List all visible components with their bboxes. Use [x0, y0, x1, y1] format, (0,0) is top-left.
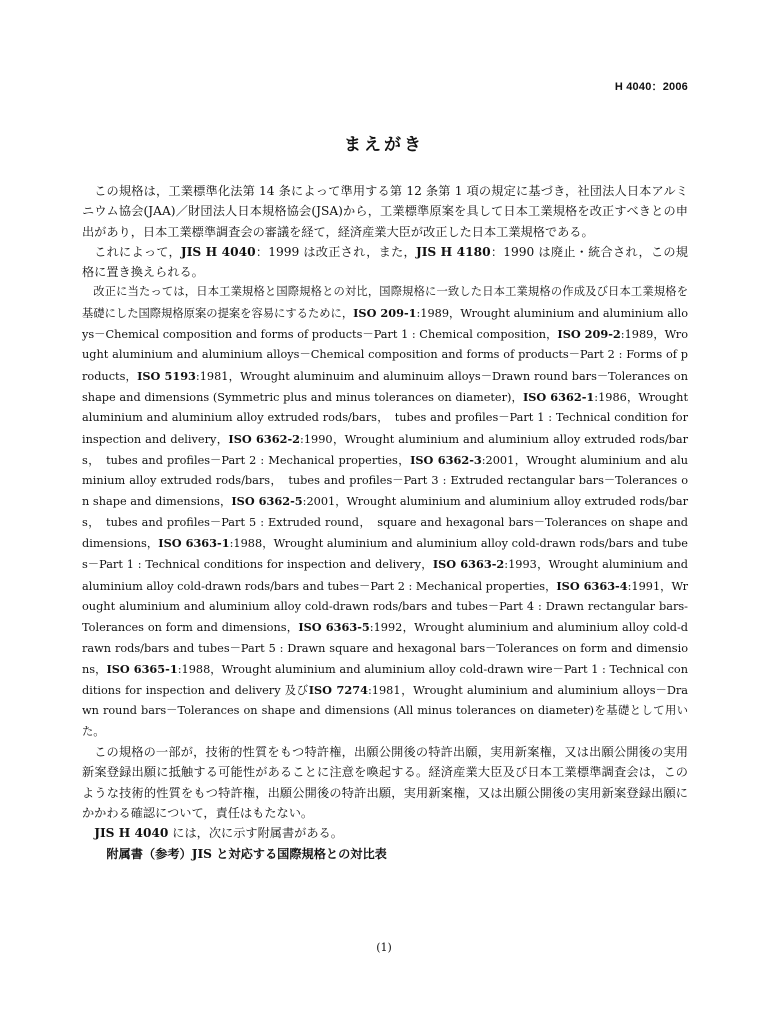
text-span: :1989，Wrought aluminium and aluminium alloys－Chemical composition and forms of products－Part 1 : Chemical composition， — [82, 306, 689, 342]
text-span: :1981，Wrought aluminuim and aluminuim alloys－Drawn round bars－Tolerances on shape and dimensions (Symmetric plus and minus tolerances on diameter)， — [82, 369, 689, 404]
text-span: これによって， — [94, 244, 181, 259]
standard-ref: ISO 6362-1 — [522, 389, 595, 404]
text-span: :1991，Wrought aluminium and aluminium alloy cold-drawn rods/bars and tubes－Part 4 : Drawn rectangular bars-Tolerances on form and dimensions， — [82, 579, 688, 635]
text-span: ：1999 は改正され，また， — [255, 244, 416, 259]
standard-ref: JIS H 4040 — [94, 826, 169, 841]
page-number: (1) — [376, 941, 392, 954]
text-span: :2001，Wrought aluminium and aluminium alloy extruded rods/bars， tubes and profiles－Part 5 : Extruded round， square and hexagonal bars－Tolerances on shape and dimensions， — [82, 495, 688, 551]
text-span: :2001，Wrought aluminium and aluminium alloy extruded rods/bars， tubes and profiles－Part 3 : Extruded rectangular bars－Tolerances on shape and dimensions， — [82, 453, 688, 509]
text-span: ：1990 は廃止・統合され，この規格に置き換えられる。 — [82, 244, 688, 280]
text-span: には，次に示す附属書がある。 — [168, 826, 343, 841]
standard-ref: ISO 5193 — [137, 368, 196, 383]
standard-ref: ISO 7274 — [308, 683, 368, 698]
paragraph-5 — [82, 823, 688, 843]
text-span: 改正に当たっては，日本工業規格と国際規格との対比，国際規格に一致した日本工業規格の作成及び日本工業規格を基礎にした国際規格原案の提案を容易にするために， — [82, 285, 688, 320]
document-id: H 4040：2006 — [614, 81, 688, 93]
text-span: :1992，Wrought aluminium and aluminium alloy cold-drawn rods/bars and tubes－Part 5 : Drawn square and hexagonal bars－Tolerances on form and dimensions， — [82, 621, 688, 676]
standard-ref: ISO 6362-5 — [231, 494, 303, 509]
text-span: :1989，Wrought aluminium and aluminium alloys－Chemical composition and forms of products－Part 2 : Forms of products， — [82, 328, 688, 383]
paragraph-2 — [82, 242, 688, 283]
paragraph-3 — [82, 282, 688, 742]
standard-ref: ISO 209-1 — [353, 305, 417, 320]
standard-ref: JIS H 4040 — [180, 244, 256, 259]
text-span: :1988，Wrought aluminium and aluminium alloy cold-drawn rods/bars and tubes－Part 1 : Technical conditions for inspection and delivery， — [82, 537, 688, 572]
standard-ref: ISO 6365-1 — [106, 661, 178, 676]
document-body — [82, 181, 688, 864]
text-span: :1993，Wrought aluminium and aluminium alloy cold-drawn rods/bars and tubes－Part 2 : Mechanical properties， — [82, 558, 688, 593]
page-title: まえがき — [344, 135, 424, 155]
standard-ref: ISO 6363-5 — [298, 620, 370, 635]
standard-ref: ISO 6363-2 — [432, 557, 505, 572]
standard-ref: ISO 6362-2 — [228, 431, 301, 446]
paragraph-1: この規格は，工業標準化法第 14 条によって準用する第 12 条第 1 項の規定に基づき，社団法人日本アルミニウム協会(JAA)／財団法人日本規格協会(JSA)から，工業標準原案を具して日本工業規格を改正すべきとの申出があり，日本工業標準調査会の審議を経て，経済産業大臣が改正した日本工業規格である。 — [82, 184, 688, 239]
text-span: :1981，Wrought aluminium and aluminium alloys－Drawn round bars－Tolerances on shape and dimensions (All minus tolerances on diameter)を基礎として用いた。 — [82, 684, 689, 738]
standard-ref: ISO 6363-4 — [556, 578, 628, 593]
text-span: :1988，Wrought aluminium and aluminium alloy cold-drawn wire－Part 1 : Technical conditions for inspection and delivery 及び — [82, 662, 688, 698]
standard-ref: ISO 209-2 — [557, 327, 621, 342]
standard-ref: ISO 6362-3 — [410, 452, 482, 467]
text-span: :1986，Wrought aluminium and aluminium alloy extruded rods/bars， tubes and profiles－Part 1 : Technical condition for inspection and delivery， — [82, 390, 688, 446]
annex-title: 附属書（参考）JIS と対応する国際規格との対比表 — [106, 846, 387, 861]
standard-ref: JIS H 4180 — [415, 244, 491, 259]
text-span: :1990，Wrought aluminium and aluminium alloy extruded rods/bars， tubes and profiles－Part 2 : Mechanical properties， — [82, 432, 688, 467]
paragraph-4: この規格の一部が，技術的性質をもつ特許権，出願公開後の特許出願，実用新案権，又は出願公開後の実用新案登録出願に抵触する可能性があることに注意を喚起する。経済産業大臣及び日本工業標準調査会は，このような技術的性質をもつ特許権，出願公開後の特許出願，実用新案権，又は出願公開後の実用新案登録出願にかかわる確認について，責任はもたない。 — [82, 745, 688, 820]
standard-ref: ISO 6363-1 — [158, 536, 230, 551]
